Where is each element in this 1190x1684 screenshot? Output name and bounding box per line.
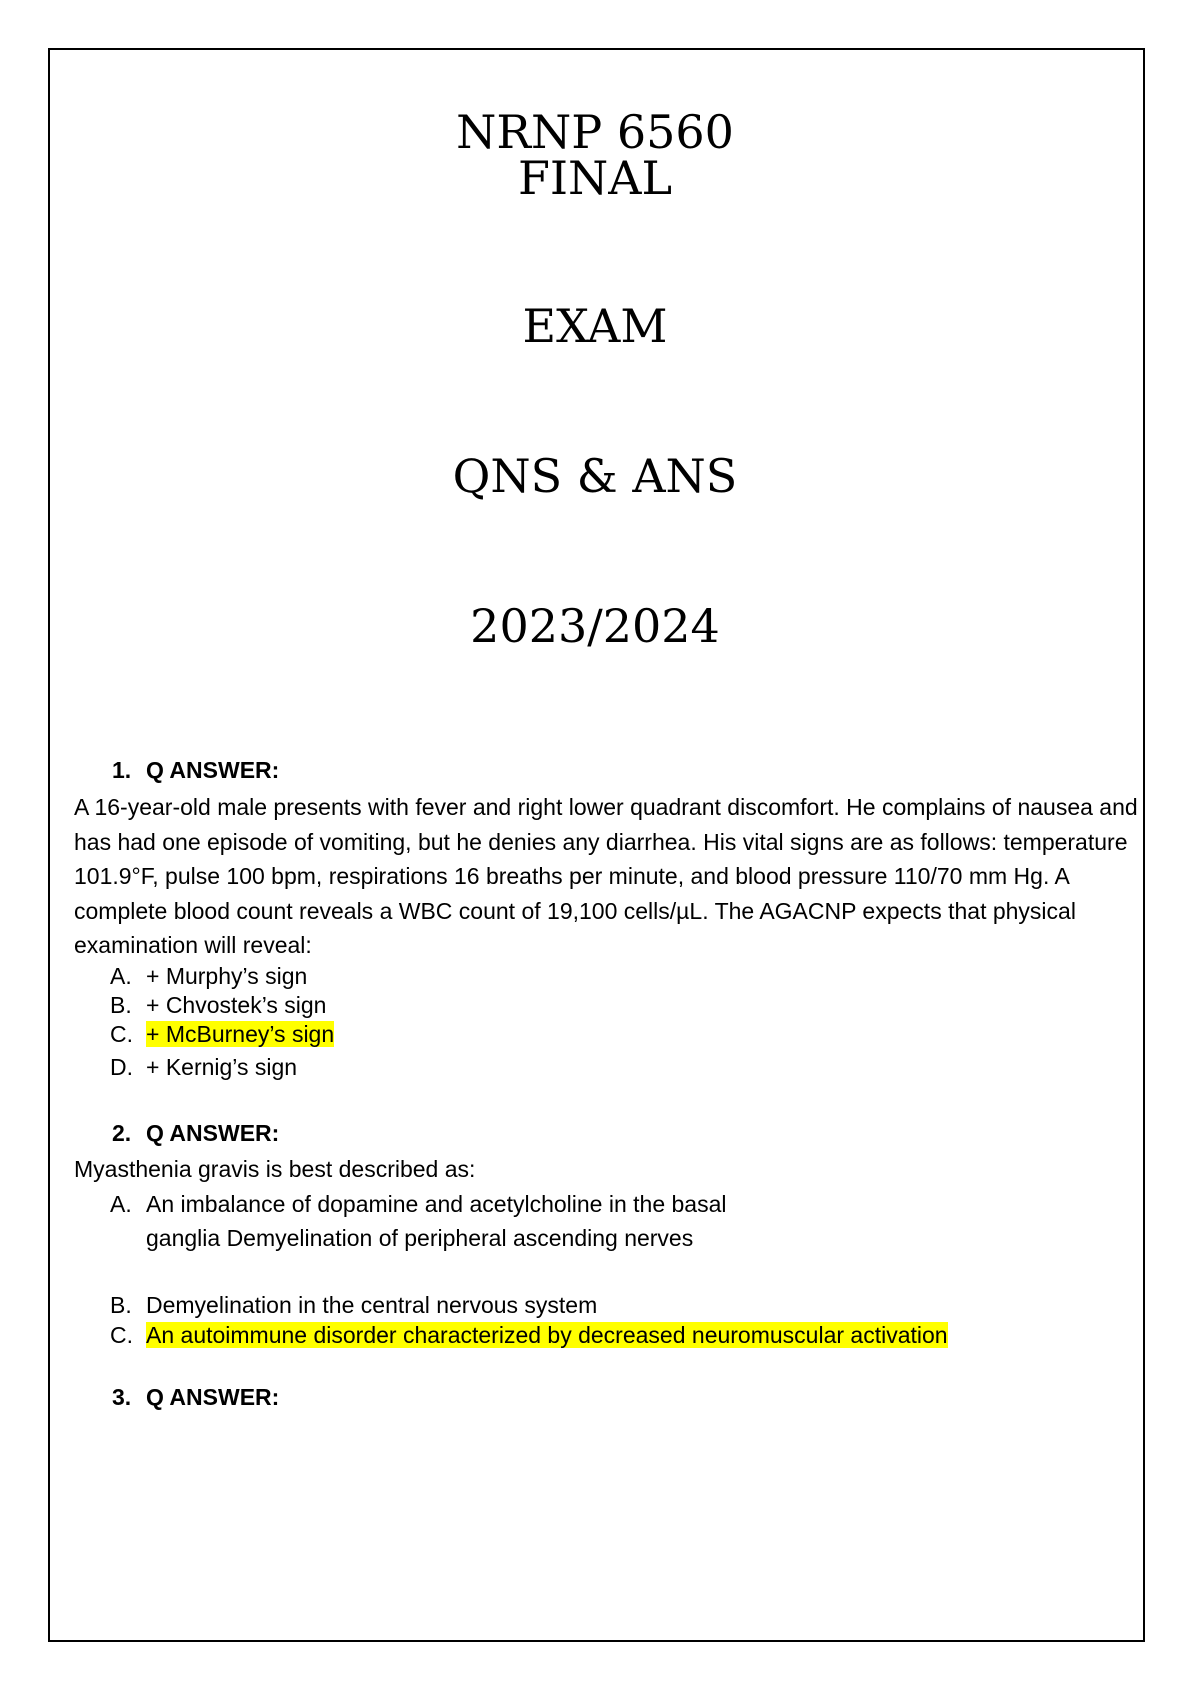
option-text: + Chvostek’s sign [146,992,327,1018]
question-1-number: 1. [112,757,132,783]
title-final: FINAL [517,151,673,205]
option-letter: C. [110,1322,133,1348]
title-exam: EXAM [522,299,668,353]
option-text: An imbalance of dopamine and acetylcholine in the basal ganglia Demyelination of peripheral ascending nerves [146,1191,727,1251]
question-2-option-b [110,1288,597,1322]
option-letter: A. [110,1191,132,1217]
title-year: 2023/2024 [470,599,720,653]
title-course: NRNP 6560 [456,105,734,159]
question-3-label: Q ANSWER: [146,1384,280,1410]
option-text-highlighted: An autoimmune disorder characterized by decreased neuromuscular activation [146,1322,948,1348]
option-letter: B. [110,1292,132,1318]
question-3-heading [112,1384,279,1411]
title-qns-ans: QNS & ANS [452,449,738,503]
question-1-heading [112,757,279,784]
option-letter: C. [110,1021,133,1047]
question-1-stem: A 16-year-old male presents with fever and right lower quadrant discomfort. He complains of nausea and has had one episode of vomiting, but he denies any diarrhea. His vital signs are as follows: temperature 101.9°F, pulse 100 bpm, respirations 16 breaths per minute, and blood pressure 110/70 mm Hg. A complete blood count reveals a WBC count of 19,100 cells/µL. The AGACNP expects that physical examination will reveal: [74,794,1138,958]
option-text-highlighted: + McBurney’s sign [146,1021,335,1047]
option-letter: A. [110,963,132,989]
option-text: + Kernig’s sign [146,1054,298,1080]
question-1-option-d [110,1050,297,1084]
question-2-option-c-correct [110,1318,948,1352]
option-text: Demyelination in the central nervous system [146,1292,598,1318]
question-2-option-a [110,1187,746,1255]
question-2-heading [112,1120,279,1147]
question-1-option-c-correct [110,1017,334,1051]
question-3-number: 3. [112,1384,132,1410]
option-letter: B. [110,992,132,1018]
question-2-label: Q ANSWER: [146,1120,280,1146]
option-text: + Murphy’s sign [146,963,308,989]
question-2-number: 2. [112,1120,132,1146]
option-letter: D. [110,1054,133,1080]
question-2-stem: Myasthenia gravis is best described as: [74,1156,476,1182]
question-1-label: Q ANSWER: [146,757,280,783]
